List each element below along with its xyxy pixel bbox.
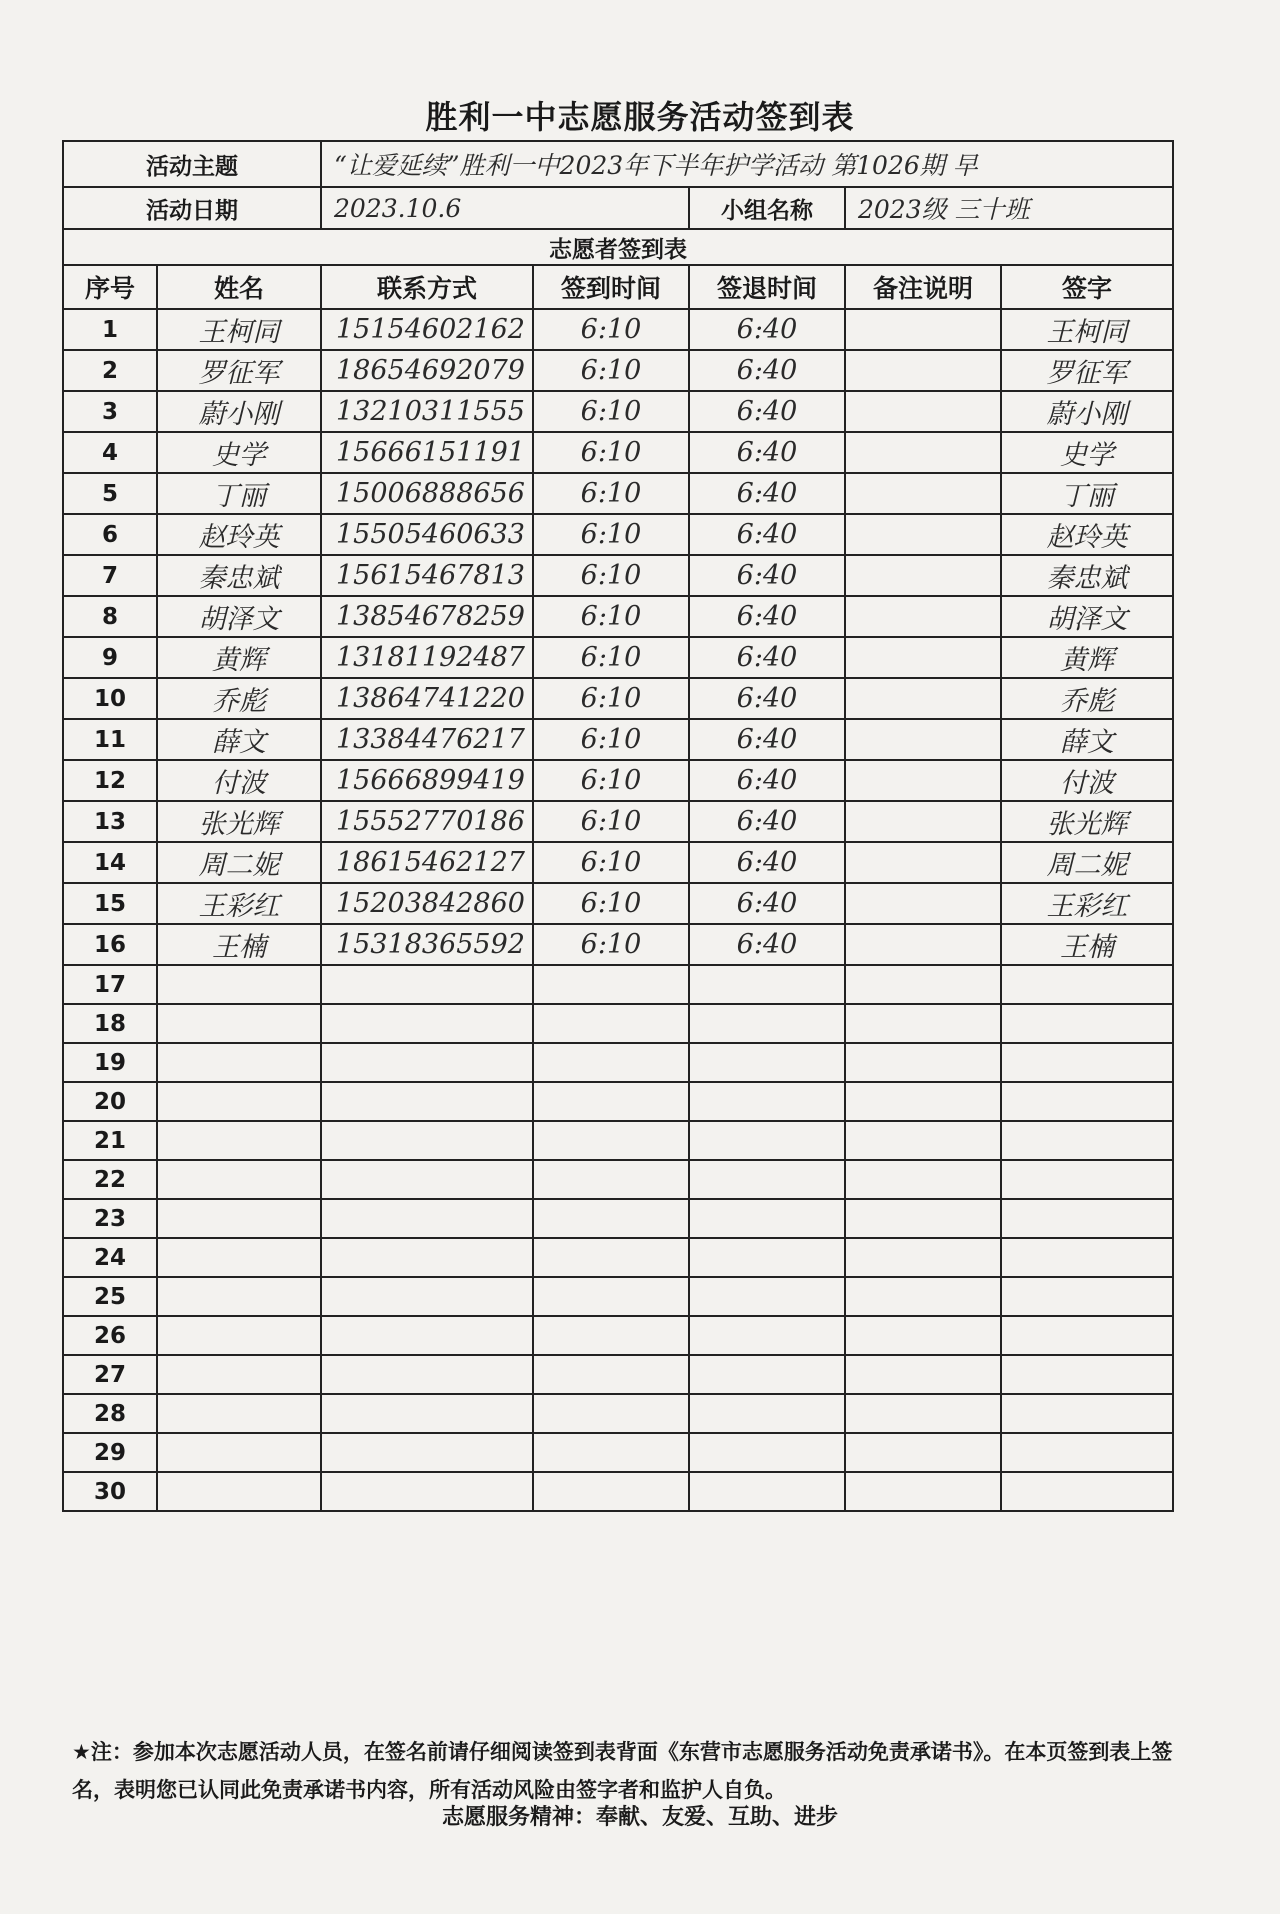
signature-cell	[1001, 1004, 1173, 1043]
remarks-cell	[845, 1004, 1001, 1043]
remarks-cell	[845, 1316, 1001, 1355]
remarks-cell	[845, 1355, 1001, 1394]
phone-cell: 18654692079	[321, 350, 533, 391]
row-number: 8	[63, 596, 157, 637]
table-row	[63, 1043, 1173, 1082]
name-cell	[157, 1277, 321, 1316]
table-row	[63, 596, 1173, 637]
name-cell	[157, 1004, 321, 1043]
sign-in-time-cell: 6:10	[533, 555, 689, 596]
sign-out-time-cell: 6:40	[689, 596, 845, 637]
name-cell	[157, 1472, 321, 1511]
phone-cell: 15006888656	[321, 473, 533, 514]
sign-in-time-cell	[533, 1043, 689, 1082]
row-number: 23	[63, 1199, 157, 1238]
phone-cell	[321, 1238, 533, 1277]
row-number: 10	[63, 678, 157, 719]
sign-in-time-cell: 6:10	[533, 719, 689, 760]
row-number: 5	[63, 473, 157, 514]
phone-cell	[321, 1355, 533, 1394]
name-cell: 乔彪	[157, 678, 321, 719]
phone-cell: 13384476217	[321, 719, 533, 760]
theme-value: “让爱延续”胜利一中2023年下半年护学活动 第1026期 早	[321, 141, 1173, 187]
row-number: 20	[63, 1082, 157, 1121]
sign-in-time-cell	[533, 1394, 689, 1433]
name-cell: 罗征军	[157, 350, 321, 391]
name-cell	[157, 1121, 321, 1160]
sign-in-time-cell: 6:10	[533, 760, 689, 801]
remarks-cell	[845, 965, 1001, 1004]
name-cell: 周二妮	[157, 842, 321, 883]
name-cell: 王彩红	[157, 883, 321, 924]
signature-cell: 赵玲英	[1001, 514, 1173, 555]
remarks-cell	[845, 514, 1001, 555]
phone-cell	[321, 1316, 533, 1355]
row-number: 28	[63, 1394, 157, 1433]
remarks-cell	[845, 1199, 1001, 1238]
table-row	[63, 1277, 1173, 1316]
sign-out-time-cell: 6:40	[689, 883, 845, 924]
name-cell: 史学	[157, 432, 321, 473]
table-subtitle: 志愿者签到表	[63, 229, 1173, 265]
row-number: 16	[63, 924, 157, 965]
phone-cell: 13864741220	[321, 678, 533, 719]
remarks-cell	[845, 391, 1001, 432]
phone-cell: 18615462127	[321, 842, 533, 883]
remarks-cell	[845, 760, 1001, 801]
name-cell	[157, 1082, 321, 1121]
signature-cell: 王柯同	[1001, 309, 1173, 350]
table-row	[63, 1316, 1173, 1355]
sign-in-time-cell	[533, 1355, 689, 1394]
remarks-cell	[845, 350, 1001, 391]
name-cell	[157, 1160, 321, 1199]
date-row	[63, 187, 1173, 229]
phone-cell: 13210311555	[321, 391, 533, 432]
phone-cell: 15318365592	[321, 924, 533, 965]
footer-note: ★注：参加本次志愿活动人员，在签名前请仔细阅读签到表背面《东营市志愿服务活动免责承诺书》。在本页签到表上签名，表明您已认同此免责承诺书内容，所有活动风险由签字者和监护人自负。	[72, 1740, 1173, 1802]
phone-cell	[321, 1121, 533, 1160]
phone-cell: 15505460633	[321, 514, 533, 555]
sign-out-time-cell: 6:40	[689, 473, 845, 514]
row-number: 11	[63, 719, 157, 760]
phone-cell	[321, 1199, 533, 1238]
phone-cell: 15203842860	[321, 883, 533, 924]
remarks-cell	[845, 1121, 1001, 1160]
col-header-sign-out: 签退时间	[689, 265, 845, 309]
name-cell: 秦忠斌	[157, 555, 321, 596]
remarks-cell	[845, 637, 1001, 678]
name-cell	[157, 1316, 321, 1355]
name-cell	[157, 1043, 321, 1082]
row-number: 21	[63, 1121, 157, 1160]
sign-in-time-cell	[533, 1316, 689, 1355]
row-number: 7	[63, 555, 157, 596]
sign-out-time-cell	[689, 1199, 845, 1238]
sign-in-time-cell: 6:10	[533, 883, 689, 924]
name-cell: 薛文	[157, 719, 321, 760]
name-cell	[157, 1238, 321, 1277]
signature-cell: 胡泽文	[1001, 596, 1173, 637]
table-row	[63, 801, 1173, 842]
sign-out-time-cell	[689, 1277, 845, 1316]
row-number: 25	[63, 1277, 157, 1316]
row-number: 17	[63, 965, 157, 1004]
phone-cell	[321, 1160, 533, 1199]
table-row	[63, 637, 1173, 678]
phone-cell: 15666899419	[321, 760, 533, 801]
signature-cell	[1001, 1433, 1173, 1472]
row-number: 13	[63, 801, 157, 842]
table-row	[63, 719, 1173, 760]
table-row	[63, 1121, 1173, 1160]
signature-cell: 张光辉	[1001, 801, 1173, 842]
sign-out-time-cell: 6:40	[689, 678, 845, 719]
sign-in-time-cell: 6:10	[533, 514, 689, 555]
name-cell	[157, 965, 321, 1004]
table-row	[63, 1199, 1173, 1238]
sign-in-time-cell: 6:10	[533, 596, 689, 637]
table-row	[63, 309, 1173, 350]
remarks-cell	[845, 678, 1001, 719]
row-number: 14	[63, 842, 157, 883]
table-row	[63, 842, 1173, 883]
signature-cell	[1001, 1082, 1173, 1121]
phone-cell: 15552770186	[321, 801, 533, 842]
signature-cell	[1001, 1472, 1173, 1511]
sign-in-time-cell	[533, 1472, 689, 1511]
signature-cell: 罗征军	[1001, 350, 1173, 391]
row-number: 6	[63, 514, 157, 555]
sign-out-time-cell: 6:40	[689, 637, 845, 678]
signature-cell: 薛文	[1001, 719, 1173, 760]
sign-in-time-cell	[533, 1433, 689, 1472]
sign-out-time-cell: 6:40	[689, 555, 845, 596]
sign-in-time-cell: 6:10	[533, 473, 689, 514]
date-label: 活动日期	[63, 187, 321, 229]
sign-in-time-cell: 6:10	[533, 637, 689, 678]
phone-cell	[321, 1433, 533, 1472]
remarks-cell	[845, 432, 1001, 473]
name-cell: 王柯同	[157, 309, 321, 350]
signature-cell	[1001, 1277, 1173, 1316]
row-number: 24	[63, 1238, 157, 1277]
phone-cell	[321, 1277, 533, 1316]
table-row	[63, 1472, 1173, 1511]
remarks-cell	[845, 1082, 1001, 1121]
table-row	[63, 391, 1173, 432]
phone-cell: 13854678259	[321, 596, 533, 637]
row-number: 3	[63, 391, 157, 432]
sign-in-time-cell: 6:10	[533, 842, 689, 883]
sign-in-time-cell	[533, 1121, 689, 1160]
row-number: 15	[63, 883, 157, 924]
signature-cell	[1001, 1394, 1173, 1433]
remarks-cell	[845, 1277, 1001, 1316]
sign-in-time-cell: 6:10	[533, 678, 689, 719]
table-row	[63, 1238, 1173, 1277]
sign-out-time-cell: 6:40	[689, 432, 845, 473]
sign-in-time-cell: 6:10	[533, 350, 689, 391]
table-row	[63, 965, 1173, 1004]
table-row	[63, 678, 1173, 719]
row-number: 30	[63, 1472, 157, 1511]
sign-out-time-cell	[689, 965, 845, 1004]
group-label: 小组名称	[689, 187, 845, 229]
signature-cell	[1001, 1316, 1173, 1355]
col-header-phone: 联系方式	[321, 265, 533, 309]
name-cell: 蔚小刚	[157, 391, 321, 432]
col-header-signature: 签字	[1001, 265, 1173, 309]
sign-out-time-cell	[689, 1121, 845, 1160]
table-row	[63, 883, 1173, 924]
table-row	[63, 1355, 1173, 1394]
sign-in-time-cell	[533, 965, 689, 1004]
date-value: 2023.10.6	[321, 187, 689, 229]
subtitle-row	[63, 229, 1173, 265]
row-number: 27	[63, 1355, 157, 1394]
signature-cell	[1001, 1160, 1173, 1199]
table-row	[63, 760, 1173, 801]
sign-out-time-cell: 6:40	[689, 350, 845, 391]
row-number: 29	[63, 1433, 157, 1472]
name-cell	[157, 1199, 321, 1238]
remarks-cell	[845, 924, 1001, 965]
sign-out-time-cell: 6:40	[689, 309, 845, 350]
signature-cell	[1001, 1199, 1173, 1238]
sign-in-time-cell: 6:10	[533, 309, 689, 350]
sign-out-time-cell: 6:40	[689, 719, 845, 760]
theme-label: 活动主题	[63, 141, 321, 187]
remarks-cell	[845, 719, 1001, 760]
sign-out-time-cell	[689, 1082, 845, 1121]
table-row	[63, 1160, 1173, 1199]
signature-cell: 丁丽	[1001, 473, 1173, 514]
sign-in-time-cell: 6:10	[533, 391, 689, 432]
phone-cell	[321, 1394, 533, 1433]
name-cell: 赵玲英	[157, 514, 321, 555]
sign-out-time-cell	[689, 1316, 845, 1355]
table-row	[63, 1004, 1173, 1043]
remarks-cell	[845, 1472, 1001, 1511]
signature-cell: 周二妮	[1001, 842, 1173, 883]
table-row	[63, 432, 1173, 473]
sign-out-time-cell: 6:40	[689, 842, 845, 883]
signature-cell	[1001, 1043, 1173, 1082]
signature-cell	[1001, 1238, 1173, 1277]
sign-in-table	[62, 140, 1174, 1512]
phone-cell	[321, 1472, 533, 1511]
signature-cell: 秦忠斌	[1001, 555, 1173, 596]
column-header-row	[63, 265, 1173, 309]
group-value: 2023级 三十班	[845, 187, 1173, 229]
signature-cell: 蔚小刚	[1001, 391, 1173, 432]
remarks-cell	[845, 1433, 1001, 1472]
name-cell: 张光辉	[157, 801, 321, 842]
name-cell: 胡泽文	[157, 596, 321, 637]
phone-cell	[321, 965, 533, 1004]
phone-cell	[321, 1043, 533, 1082]
sign-in-time-cell	[533, 1004, 689, 1043]
row-number: 1	[63, 309, 157, 350]
signature-cell	[1001, 1355, 1173, 1394]
table-row	[63, 514, 1173, 555]
volunteer-spirit: 志愿服务精神：奉献、友爱、互助、进步	[441, 1805, 838, 1830]
remarks-cell	[845, 473, 1001, 514]
name-cell	[157, 1394, 321, 1433]
remarks-cell	[845, 842, 1001, 883]
sign-out-time-cell	[689, 1160, 845, 1199]
signature-cell: 史学	[1001, 432, 1173, 473]
table-row	[63, 350, 1173, 391]
table-row	[63, 555, 1173, 596]
signature-cell: 黄辉	[1001, 637, 1173, 678]
sign-out-time-cell: 6:40	[689, 760, 845, 801]
remarks-cell	[845, 1160, 1001, 1199]
sign-out-time-cell: 6:40	[689, 924, 845, 965]
name-cell	[157, 1433, 321, 1472]
signature-cell	[1001, 1121, 1173, 1160]
sign-out-time-cell: 6:40	[689, 514, 845, 555]
sign-out-time-cell	[689, 1394, 845, 1433]
signature-cell: 付波	[1001, 760, 1173, 801]
col-header-sign-in: 签到时间	[533, 265, 689, 309]
remarks-cell	[845, 1394, 1001, 1433]
sign-in-time-cell	[533, 1277, 689, 1316]
theme-row	[63, 141, 1173, 187]
sign-in-time-cell: 6:10	[533, 432, 689, 473]
name-cell: 王楠	[157, 924, 321, 965]
remarks-cell	[845, 1043, 1001, 1082]
phone-cell: 13181192487	[321, 637, 533, 678]
signature-cell: 乔彪	[1001, 678, 1173, 719]
remarks-cell	[845, 801, 1001, 842]
signature-cell: 王楠	[1001, 924, 1173, 965]
phone-cell: 15154602162	[321, 309, 533, 350]
phone-cell	[321, 1082, 533, 1121]
table-row	[63, 924, 1173, 965]
row-number: 9	[63, 637, 157, 678]
col-header-name: 姓名	[157, 265, 321, 309]
sign-in-time-cell	[533, 1238, 689, 1277]
sign-out-time-cell: 6:40	[689, 391, 845, 432]
row-number: 18	[63, 1004, 157, 1043]
name-cell: 丁丽	[157, 473, 321, 514]
row-number: 12	[63, 760, 157, 801]
sign-in-time-cell	[533, 1082, 689, 1121]
remarks-cell	[845, 1238, 1001, 1277]
remarks-cell	[845, 555, 1001, 596]
sign-out-time-cell	[689, 1472, 845, 1511]
table-row	[63, 473, 1173, 514]
sign-out-time-cell	[689, 1433, 845, 1472]
row-number: 26	[63, 1316, 157, 1355]
sign-in-time-cell: 6:10	[533, 801, 689, 842]
signature-cell: 王彩红	[1001, 883, 1173, 924]
table-row	[63, 1394, 1173, 1433]
sign-out-time-cell	[689, 1004, 845, 1043]
row-number: 19	[63, 1043, 157, 1082]
name-cell	[157, 1355, 321, 1394]
phone-cell: 15615467813	[321, 555, 533, 596]
row-number: 4	[63, 432, 157, 473]
remarks-cell	[845, 883, 1001, 924]
sign-out-time-cell	[689, 1238, 845, 1277]
sign-in-time-cell	[533, 1160, 689, 1199]
col-header-remarks: 备注说明	[845, 265, 1001, 309]
sign-out-time-cell	[689, 1355, 845, 1394]
phone-cell	[321, 1004, 533, 1043]
page-title: 胜利一中志愿服务活动签到表	[425, 98, 855, 136]
table-row	[63, 1433, 1173, 1472]
sign-in-time-cell: 6:10	[533, 924, 689, 965]
sign-out-time-cell	[689, 1043, 845, 1082]
row-number: 2	[63, 350, 157, 391]
phone-cell: 15666151191	[321, 432, 533, 473]
row-number: 22	[63, 1160, 157, 1199]
col-header-no: 序号	[63, 265, 157, 309]
signature-cell	[1001, 965, 1173, 1004]
sign-in-time-cell	[533, 1199, 689, 1238]
remarks-cell	[845, 596, 1001, 637]
name-cell: 黄辉	[157, 637, 321, 678]
remarks-cell	[845, 309, 1001, 350]
table-row	[63, 1082, 1173, 1121]
sign-out-time-cell: 6:40	[689, 801, 845, 842]
name-cell: 付波	[157, 760, 321, 801]
